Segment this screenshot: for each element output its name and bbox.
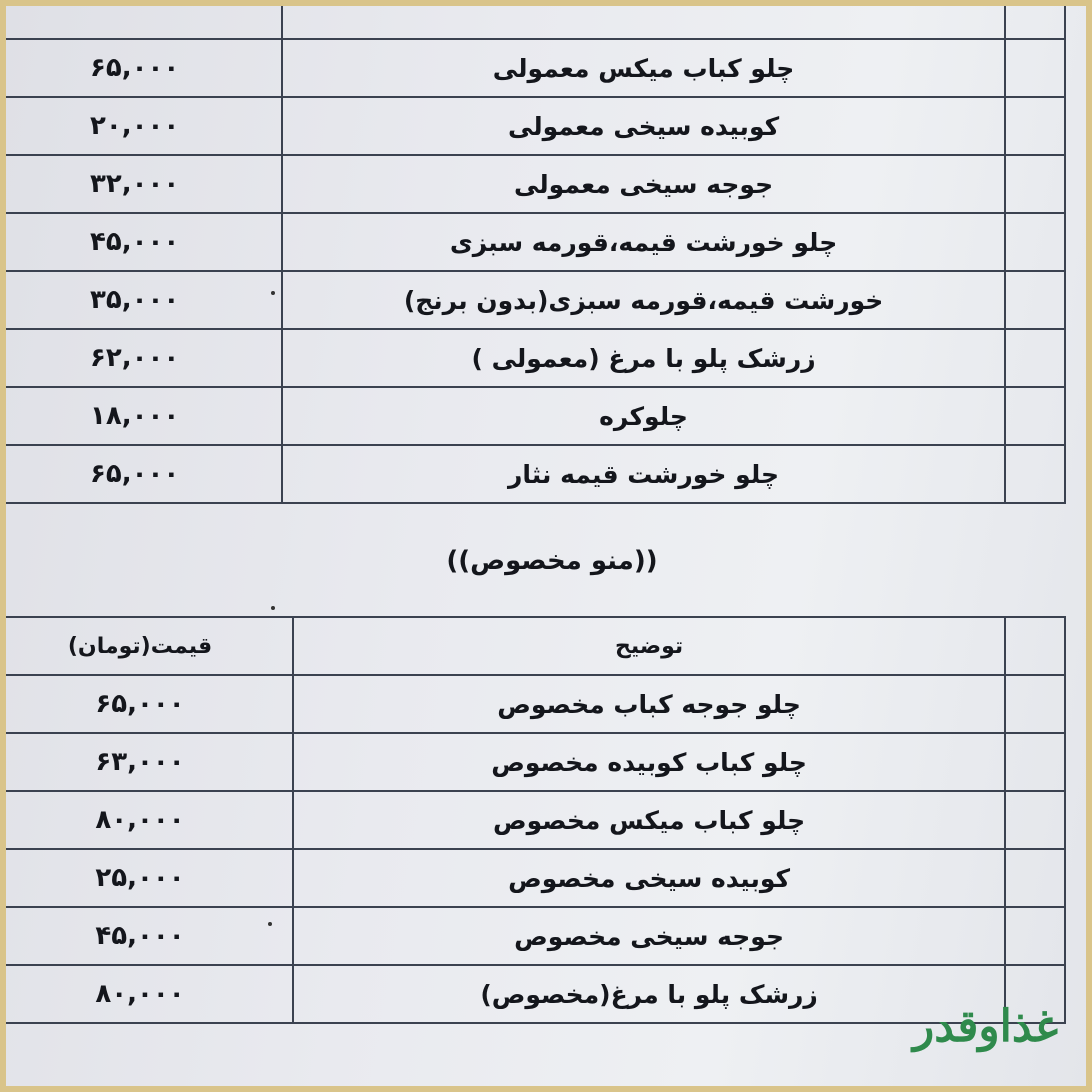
table-row (6, 6, 1065, 39)
extra-column-cell (1005, 733, 1065, 791)
extra-column-cell (1005, 445, 1065, 503)
extra-column-cell (1005, 213, 1065, 271)
price-cell: ۶۵,۰۰۰ (6, 39, 282, 97)
description-cell: چلو جوجه کباب مخصوص (293, 675, 1005, 733)
ink-speck (271, 291, 275, 295)
table-row (6, 39, 1065, 97)
description-cell: خورشت قیمه،قورمه سبزی(بدون برنج) (282, 271, 1005, 329)
table-row (6, 791, 1065, 849)
description-cell: جوجه سیخی معمولی (282, 155, 1005, 213)
description-cell: چلو کباب میکس معمولی (282, 39, 1005, 97)
price-cell: ۴۵,۰۰۰ (6, 213, 282, 271)
price-cell: ۶۵,۰۰۰ (6, 675, 293, 733)
table-row (6, 675, 1065, 733)
table-header-row (6, 617, 1065, 675)
special-menu-title: ((منو مخصوص)) (446, 546, 658, 576)
extra-column-cell (1005, 39, 1065, 97)
extra-column-cell (1005, 6, 1065, 39)
description-header: توضیح (293, 617, 1005, 675)
table-row (6, 849, 1065, 907)
extra-column-cell (1005, 617, 1065, 675)
description-cell: چلو کباب کوبیده مخصوص (293, 733, 1005, 791)
extra-column-cell (1005, 791, 1065, 849)
ink-speck (268, 922, 272, 926)
regular-menu-table (6, 6, 1066, 504)
table-row (6, 387, 1065, 445)
price-cell (6, 6, 282, 39)
table-row (6, 733, 1065, 791)
description-cell: کوبیده سیخی مخصوص (293, 849, 1005, 907)
table-row (6, 329, 1065, 387)
description-cell: چلوکره (282, 387, 1005, 445)
price-cell: ۴۵,۰۰۰ (6, 907, 293, 965)
price-cell: ۱۸,۰۰۰ (6, 387, 282, 445)
table-row (6, 965, 1065, 1023)
extra-column-cell (1005, 849, 1065, 907)
description-cell: چلو کباب میکس مخصوص (293, 791, 1005, 849)
description-cell (282, 6, 1005, 39)
price-cell: ۲۵,۰۰۰ (6, 849, 293, 907)
description-cell: چلو خورشت قیمه نثار (282, 445, 1005, 503)
extra-column-cell (1005, 329, 1065, 387)
extra-column-cell (1005, 271, 1065, 329)
site-logo: غذاوقدر (913, 1001, 1058, 1052)
ink-speck (271, 606, 275, 610)
price-cell: ۳۵,۰۰۰ (6, 271, 282, 329)
description-cell: کوبیده سیخی معمولی (282, 97, 1005, 155)
price-cell: ۸۰,۰۰۰ (6, 791, 293, 849)
price-cell: ۶۵,۰۰۰ (6, 445, 282, 503)
menu-photo (6, 6, 1086, 1086)
description-cell: جوجه سیخی مخصوص (293, 907, 1005, 965)
price-cell: ۲۰,۰۰۰ (6, 97, 282, 155)
table-row (6, 907, 1065, 965)
table-row (6, 97, 1065, 155)
extra-column-cell (1005, 387, 1065, 445)
table-row (6, 445, 1065, 503)
table-row (6, 213, 1065, 271)
price-cell: ۳۲,۰۰۰ (6, 155, 282, 213)
special-menu-table (6, 616, 1066, 1024)
table-row (6, 155, 1065, 213)
extra-column-cell (1005, 675, 1065, 733)
description-cell: چلو خورشت قیمه،قورمه سبزی (282, 213, 1005, 271)
extra-column-cell (1005, 155, 1065, 213)
price-cell: ۸۰,۰۰۰ (6, 965, 293, 1023)
extra-column-cell (1005, 907, 1065, 965)
description-cell: زرشک پلو با مرغ (معمولی ) (282, 329, 1005, 387)
description-cell: زرشک پلو با مرغ(مخصوص) (293, 965, 1005, 1023)
table-row (6, 271, 1065, 329)
price-header: قیمت(تومان) (6, 617, 293, 675)
extra-column-cell (1005, 97, 1065, 155)
price-cell: ۶۲,۰۰۰ (6, 329, 282, 387)
price-cell: ۶۳,۰۰۰ (6, 733, 293, 791)
